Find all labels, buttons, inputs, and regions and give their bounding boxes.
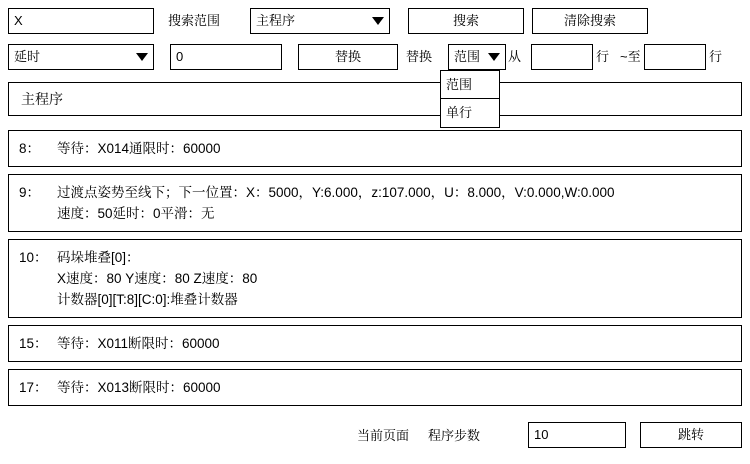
jump-button[interactable]: 跳转: [640, 422, 742, 448]
search-toolbar: [8, 8, 742, 34]
list-item[interactable]: [8, 325, 742, 362]
step-body: [53, 138, 733, 159]
replace-range-value: 范围: [454, 49, 481, 64]
step-line: 速度：50延时：0平滑：无: [57, 206, 215, 221]
replace-type-select[interactable]: [8, 44, 154, 70]
step-line: 等待：X013断限时：60000: [57, 380, 221, 395]
from-line-unit: 行: [596, 49, 610, 64]
step-count-label: 程序步数: [428, 428, 481, 443]
search-scope-select[interactable]: [250, 8, 390, 34]
replace-label: 替换: [406, 49, 433, 64]
replace-value-input[interactable]: 0: [170, 44, 282, 70]
list-item[interactable]: [8, 369, 742, 406]
to-line-unit: 行: [709, 49, 723, 64]
replace-button[interactable]: 替换: [298, 44, 398, 70]
list-item[interactable]: [8, 174, 742, 232]
program-title-bar: 主程序: [8, 82, 742, 116]
step-line: 计数器[0][T:8][C:0]:堆叠计数器: [57, 292, 238, 307]
replace-type-value: 延时: [14, 49, 41, 64]
footer-bar: [8, 422, 742, 450]
to-line-input[interactable]: [644, 44, 706, 70]
to-label: ~至: [620, 49, 641, 64]
replace-toolbar: [8, 44, 742, 70]
step-index: 8：: [19, 141, 41, 156]
search-button[interactable]: 搜索: [408, 8, 524, 34]
step-line: 等待：X014通限时：60000: [57, 141, 221, 156]
chevron-down-icon: [372, 17, 384, 25]
list-item[interactable]: [8, 130, 742, 167]
current-page-label: 当前页面: [357, 428, 410, 443]
search-scope-label: 搜索范围: [168, 13, 221, 28]
list-item[interactable]: [8, 239, 742, 318]
step-body: [53, 377, 733, 398]
program-step-list: [8, 130, 742, 413]
step-body: [53, 247, 733, 310]
step-body: [53, 333, 733, 354]
range-option-range[interactable]: 范围: [441, 71, 499, 99]
from-line-input[interactable]: [531, 44, 593, 70]
range-option-single-line[interactable]: 单行: [446, 105, 473, 120]
step-index: 10：: [19, 250, 48, 265]
step-line: 码垛堆叠[0]：: [57, 250, 140, 265]
step-input[interactable]: 10: [528, 422, 626, 448]
clear-search-button[interactable]: 清除搜索: [532, 8, 648, 34]
step-line: 过渡点姿势至线下；下一位置：X：5000，Y:6.000，z:107.000，U：8.000，V:0.000,W:0.000: [57, 185, 615, 200]
search-scope-value: 主程序: [256, 13, 296, 28]
step-line: X速度：80 Y速度：80 Z速度：80: [57, 271, 258, 286]
from-label: 从: [508, 49, 522, 64]
step-line: 等待：X011断限时：60000: [57, 336, 220, 351]
step-index: 15：: [19, 336, 48, 351]
step-index: 9：: [19, 185, 41, 200]
range-dropdown-menu[interactable]: [440, 70, 500, 128]
chevron-down-icon: [136, 53, 148, 61]
step-body: [53, 182, 733, 224]
replace-range-select[interactable]: [448, 44, 506, 70]
chevron-down-icon: [488, 53, 500, 61]
search-input[interactable]: X: [8, 8, 154, 34]
step-index: 17：: [19, 380, 48, 395]
